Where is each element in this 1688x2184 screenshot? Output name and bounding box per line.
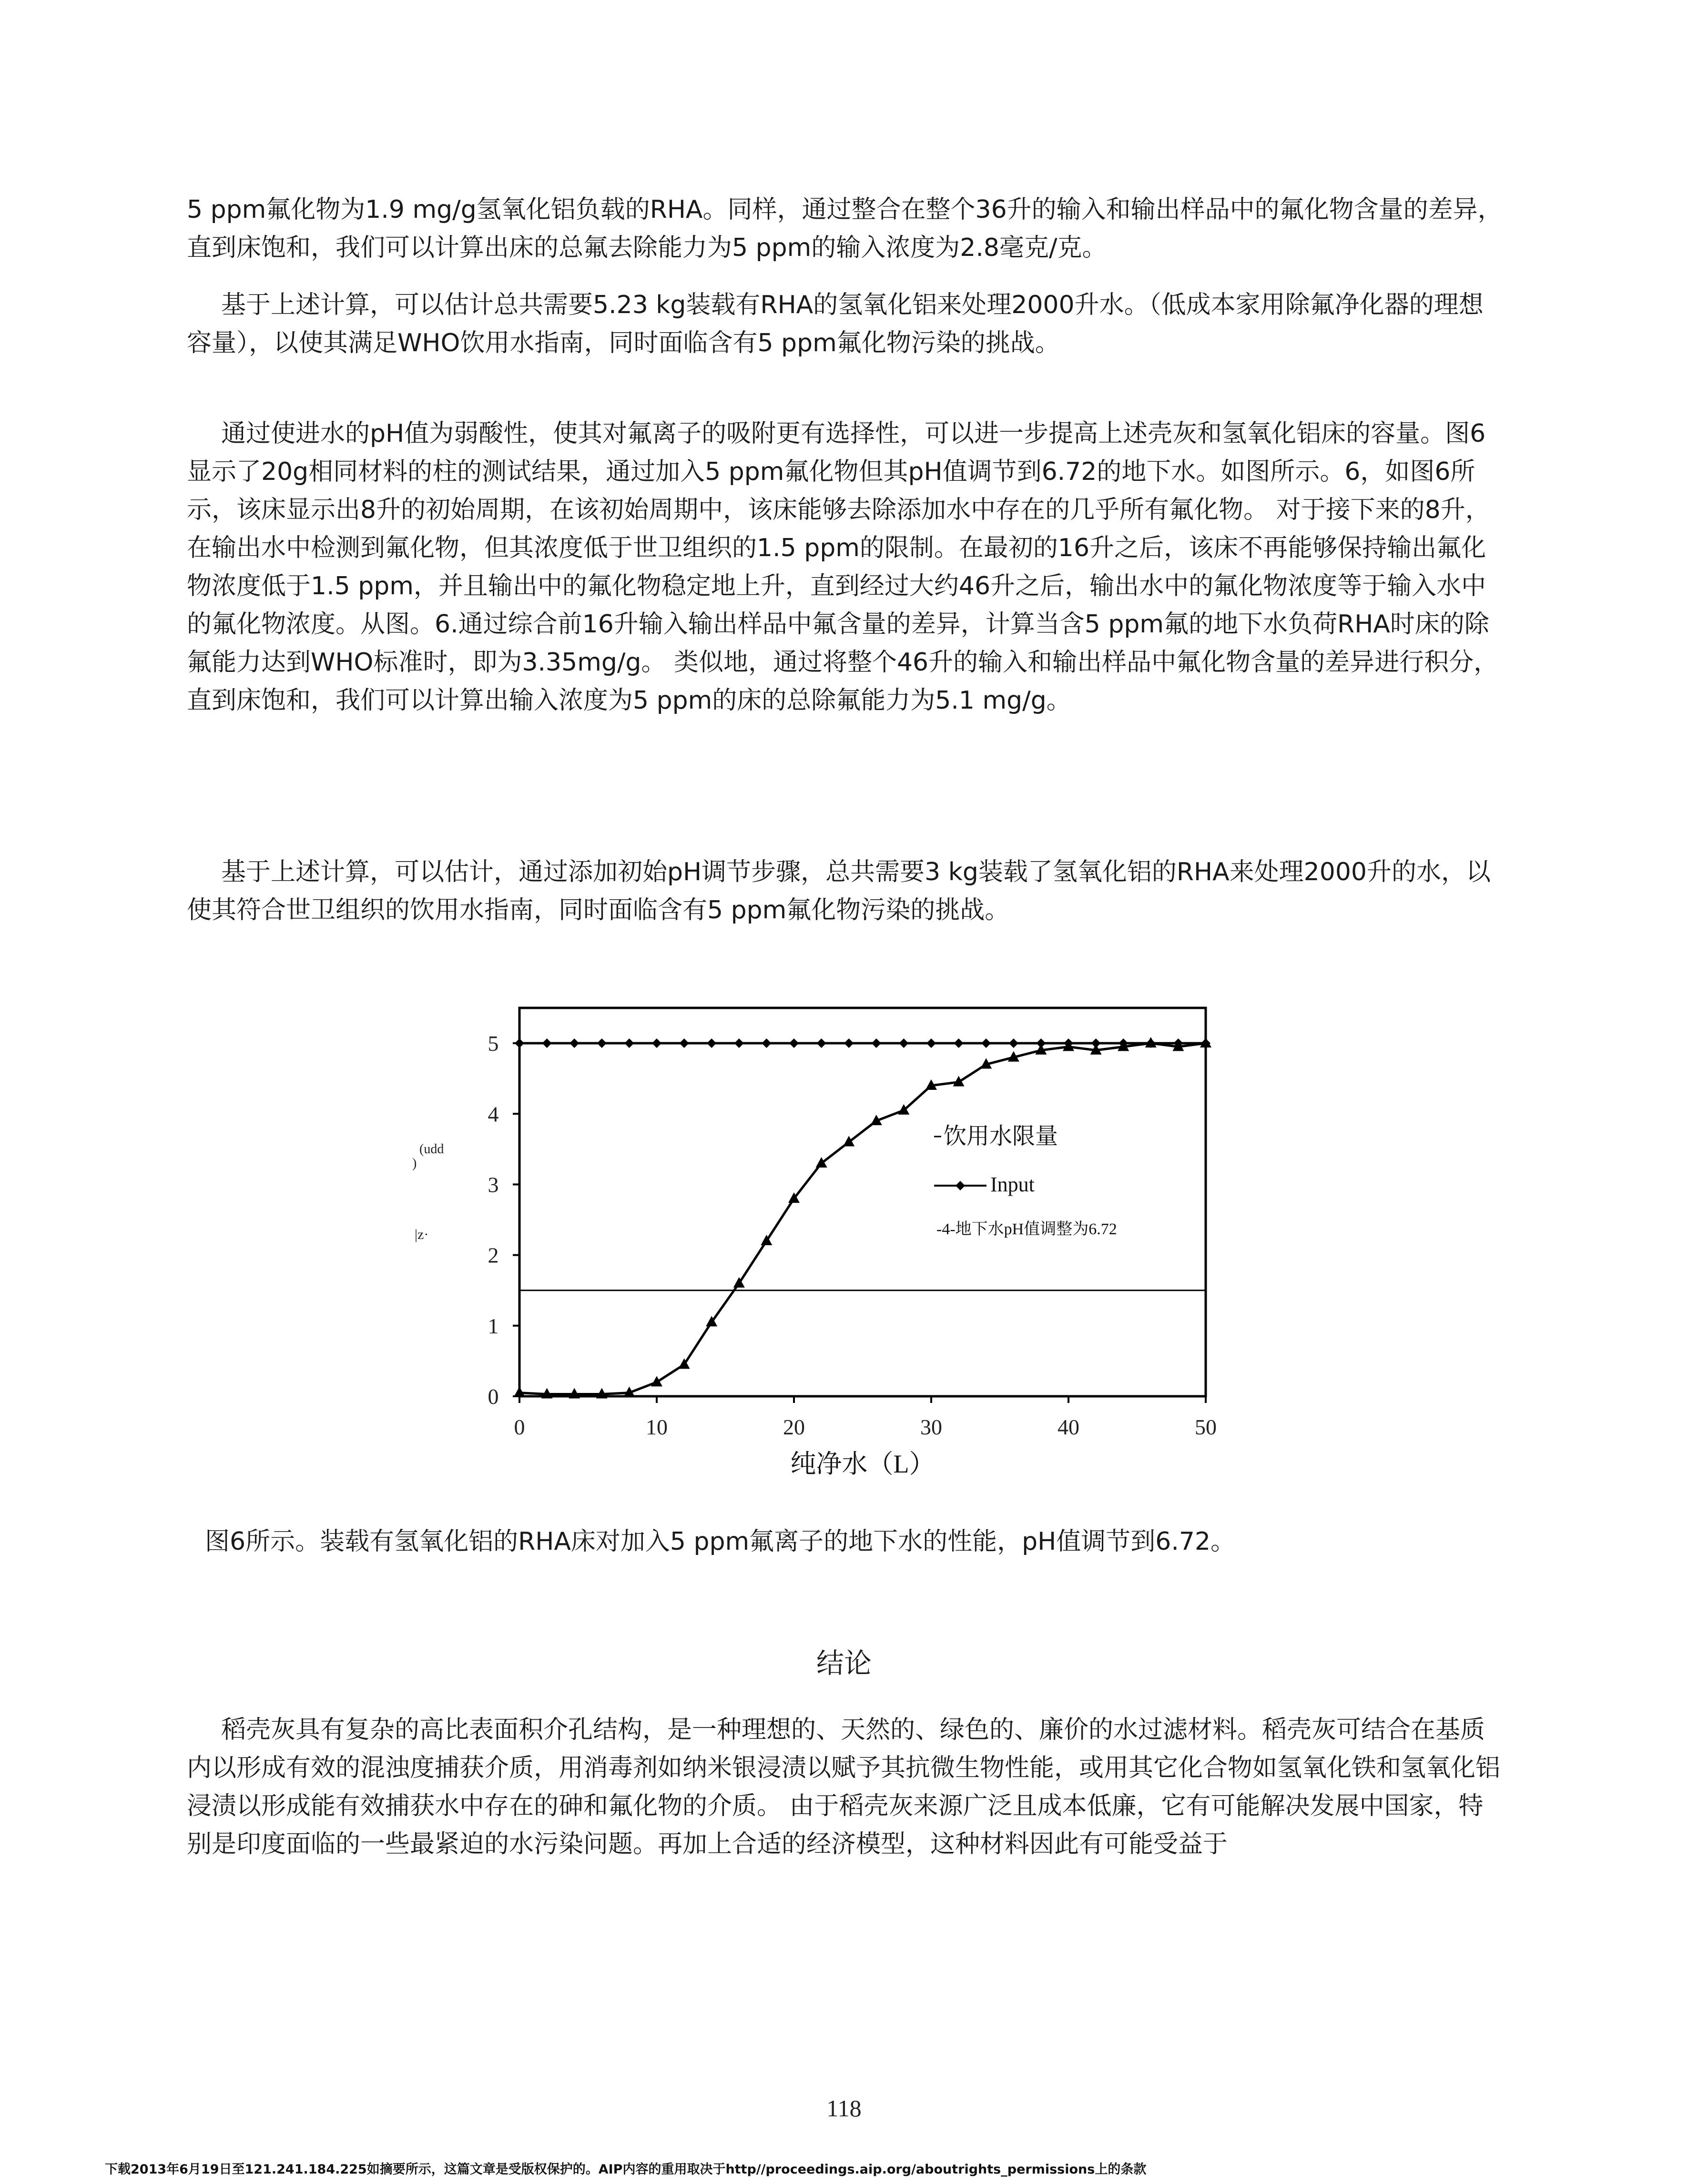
- data-point: [926, 1038, 936, 1048]
- y-axis-label: ): [412, 1156, 417, 1171]
- y-tick-label: 2: [488, 1243, 499, 1268]
- y-axis-label: (udd: [419, 1142, 444, 1157]
- data-point: [597, 1038, 607, 1048]
- legend-label: 饮用水限量: [944, 1124, 1058, 1149]
- y-tick-label: 3: [488, 1172, 499, 1197]
- x-tick-label: 40: [1058, 1415, 1079, 1439]
- data-point: [789, 1038, 799, 1048]
- data-point: [816, 1157, 827, 1168]
- data-point: [817, 1038, 826, 1048]
- data-point: [651, 1376, 662, 1386]
- data-point: [734, 1038, 744, 1048]
- data-point: [953, 1076, 965, 1087]
- data-point: [1009, 1038, 1018, 1048]
- footer-notice: 下载2013年6月19日至121.241.184.225如摘要所示，这篇文章是受版权保护的。AIP内容的重用取决于http//proceedings.aip.org/aboutrights_permissions上的条款: [105, 2162, 1147, 2177]
- x-axis-label: 纯净水（L）: [790, 1450, 935, 1478]
- y-tick-label: 4: [488, 1102, 499, 1127]
- data-point: [624, 1038, 634, 1048]
- paragraph-2: 基于上述计算，可以估计总共需要5.23 kg装载有RHA的氢氧化铝来处理2000升水。（低成本家用除氟净化器的理想容量），以使其满足WHO饮用水指南，同时面临含有5 ppm氟化物污染的挑战。: [187, 291, 1484, 357]
- breakthrough-chart: [334, 1001, 1287, 1501]
- section-heading: 结论: [816, 1647, 872, 1679]
- data-point: [680, 1038, 689, 1048]
- data-point: [954, 1038, 964, 1048]
- y-tick-label: 5: [488, 1031, 499, 1056]
- figure-caption: 图6所示。装载有氢氧化铝的RHA床对加入5 ppm氟离子的地下水的性能，pH值调节到6.72。: [205, 1527, 1236, 1556]
- data-point: [981, 1038, 991, 1048]
- data-point: [844, 1038, 854, 1048]
- paragraph-5: 稻壳灰具有复杂的高比表面积介孔结构，是一种理想的、天然的、绿色的、廉价的水过滤材料。稻壳灰可结合在基质内以形成有效的混浊度捕获介质，用消毒剂如纳米银浸渍以赋予其抗微生物性能，或用其它化合物如氢氧化铁和氢氧化铝浸渍以形成能有效捕获水中存在的砷和氟化物的介质。 由于稻壳灰来源广泛且成本低廉，它有可能解决发展中国家，特别是印度面临的一些最紧迫的水污染问题。再加上合适的经济模型，这种材料因此有可能受益于: [187, 1716, 1501, 1859]
- y-tick-label: 0: [488, 1384, 499, 1409]
- data-point: [843, 1136, 854, 1147]
- paragraph-4: 基于上述计算，可以估计，通过添加初始pH调节步骤，总共需要3 kg装载了氢氧化铝的RHA来处理2000升的水，以使其符合世卫组织的饮用水指南，同时面临含有5 ppm氟化物污染的挑战。: [187, 858, 1491, 924]
- legend-label: -4-地下水pH值调整为6.72: [936, 1220, 1117, 1238]
- figure-6: [334, 1001, 1287, 1501]
- data-point: [652, 1038, 661, 1048]
- paragraph-3: 通过使进水的pH值为弱酸性，使其对氟离子的吸附更有选择性，可以进一步提高上述壳灰和氢氧化铝床的容量。图6显示了20g相同材料的柱的测试结果，通过加入5 ppm氟化物但其pH值调节到6.72的地下水。如图所示。6，如图6所示，该床显示出8升的初始周期，在该初始周期中，该床能够去除添加水中存在的几乎所有氟化物。 对于接下来的8升，在输出水中检测到氟化物，但其浓度低于世卫组织的1.5 ppm的限制。在最初的16升之后，该床不再能够保持输出氟化物浓度低于1.5 ppm，并且输出中的氟化物稳定地上升，直到经过大约46升之后，输出水中的氟化物浓度等于输入水中的氟化物浓度。从图。6.通过综合前16升输入输出样品中氟含量的差异，计算当含5 ppm氟的地下水负荷RHA时床的除氟能力达到WHO标准时，即为3.35mg/g。 类似地，通过将整个46升的输入和输出样品中氟化物含量的差异进行积分，直到床饱和，我们可以计算出输入浓度为5 ppm的床的总除氟能力为5.1 mg/g。: [187, 419, 1499, 715]
- y-axis-label: |ᴢ·: [415, 1227, 429, 1242]
- x-tick-label: 10: [646, 1415, 668, 1439]
- data-point: [762, 1038, 771, 1048]
- x-tick-label: 0: [514, 1415, 525, 1439]
- x-tick-label: 50: [1195, 1415, 1217, 1439]
- data-point: [542, 1038, 552, 1048]
- data-point: [872, 1038, 881, 1048]
- paragraph-1: 5 ppm氟化物为1.9 mg/g氢氧化铝负载的RHA。同样，通过整合在整个36升的输入和输出样品中的氟化物含量的差异，直到床饱和，我们可以计算出床的总氟去除能力为5 ppm的输入浓度为2.8毫克/克。: [187, 195, 1503, 262]
- x-tick-label: 20: [783, 1415, 805, 1439]
- data-point: [899, 1038, 908, 1048]
- data-point: [515, 1038, 524, 1048]
- data-point: [569, 1038, 579, 1048]
- page-number: 118: [826, 2095, 862, 2122]
- legend-label: Input: [990, 1173, 1035, 1196]
- data-point: [707, 1038, 716, 1048]
- x-tick-label: 30: [920, 1415, 942, 1439]
- y-tick-label: 1: [488, 1313, 499, 1338]
